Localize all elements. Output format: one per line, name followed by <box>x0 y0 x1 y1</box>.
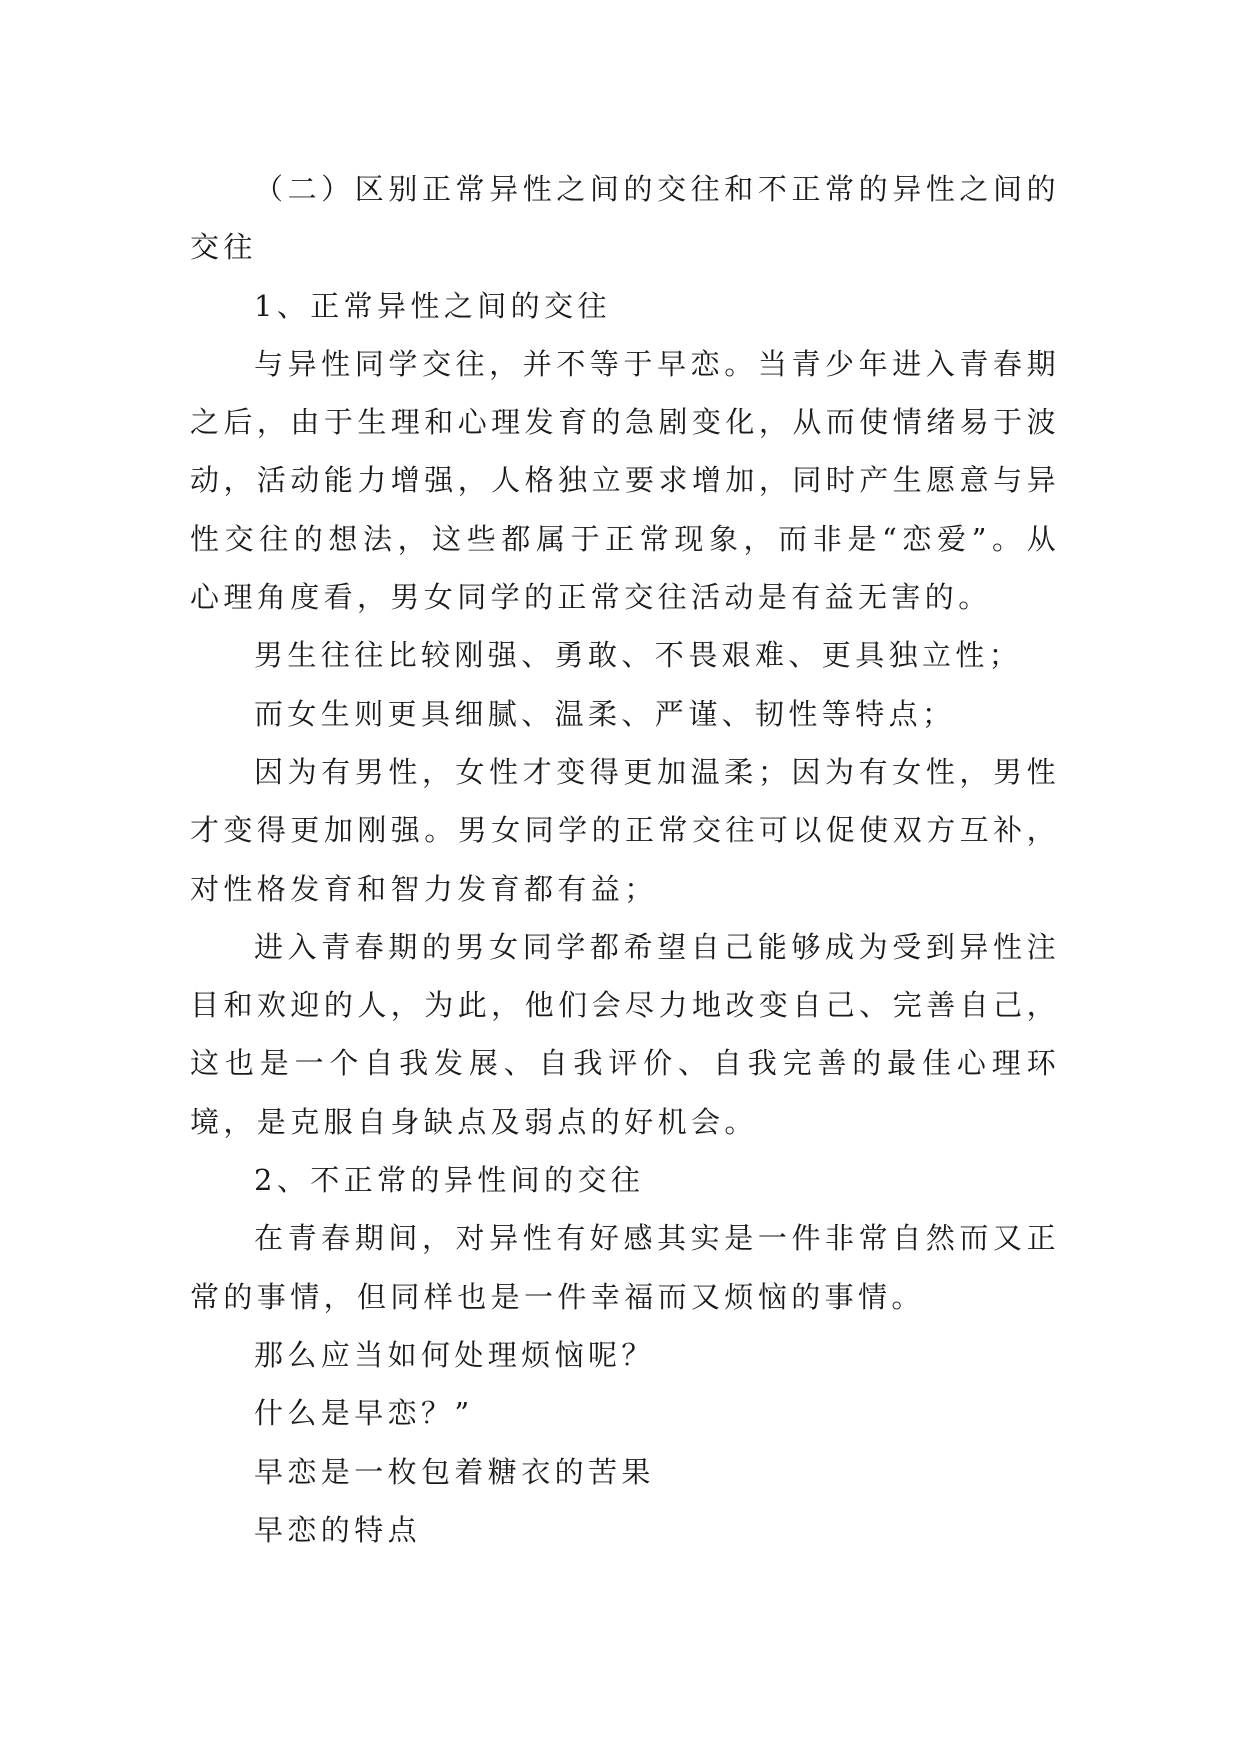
paragraph: 与异性同学交往，并不等于早恋。当青少年进入青春期之后，由于生理和心理发育的急剧变化，从而使情绪易于波动，活动能力增强，人格独立要求增加，同时产生愿意与异性交往的想法，这些都属于正常现象，而非是“恋爱”。从心理角度看，男女同学的正常交往活动是有益无害的。 <box>190 346 1060 615</box>
section-heading: （二）区别正常异性之间的交往和不正常的异性之间的交往 <box>190 172 1060 265</box>
paragraph: 什么是早恋？” <box>254 1396 474 1431</box>
paragraph: 那么应当如何处理烦恼呢？ <box>254 1337 655 1372</box>
paragraph: 而女生则更具细腻、温柔、严谨、韧性等特点； <box>254 696 956 731</box>
subsection-heading-abnormal-interaction: 2、不正常的异性间的交往 <box>254 1163 645 1198</box>
paragraph: 男生往往比较刚强、勇敢、不畏艰难、更具独立性； <box>254 638 1023 673</box>
paragraph: 早恋的特点 <box>254 1512 422 1547</box>
paragraph: 因为有男性，女性才变得更加温柔；因为有女性，男性才变得更加刚强。男女同学的正常交往可以促使双方互补，对性格发育和智力发育都有益； <box>190 754 1060 906</box>
document-body <box>190 160 1060 1559</box>
paragraph: 进入青春期的男女同学都希望自己能够成为受到异性注目和欢迎的人，为此，他们会尽力地改变自己、完善自己，这也是一个自我发展、自我评价、自我完善的最佳心理环境，是克服自身缺点及弱点的好机会。 <box>190 929 1060 1139</box>
paragraph: 在青春期间，对异性有好感其实是一件非常自然而又正常的事情，但同样也是一件幸福而又烦恼的事情。 <box>190 1221 1060 1314</box>
subsection-heading-normal-interaction: 1、正常异性之间的交往 <box>254 288 611 323</box>
paragraph: 早恋是一枚包着糖衣的苦果 <box>254 1454 655 1489</box>
